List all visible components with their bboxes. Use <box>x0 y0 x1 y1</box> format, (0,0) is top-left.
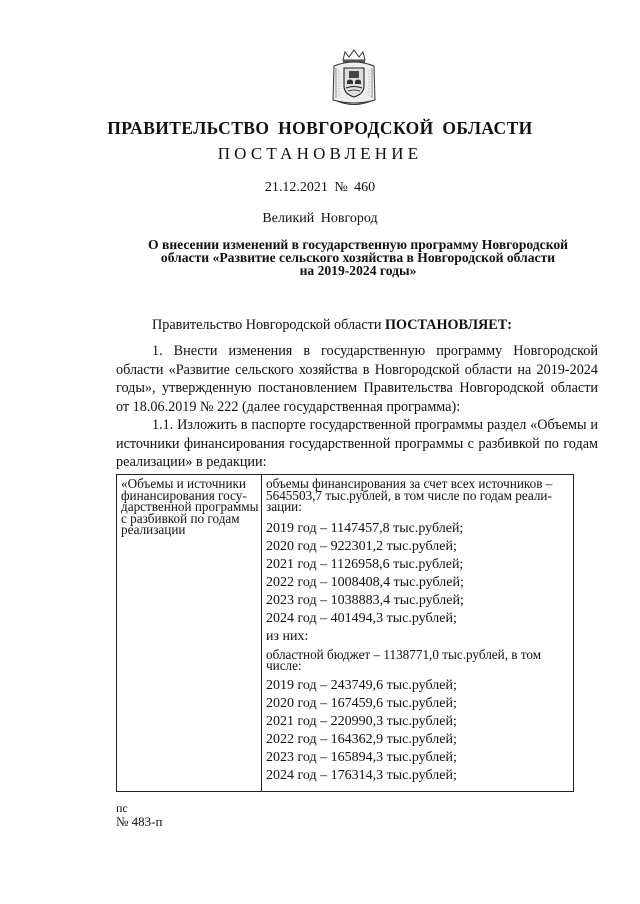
total-year-row: 2022 год – 1008408,4 тыс.рублей; <box>266 574 464 590</box>
document-subject <box>130 238 586 277</box>
regional-intro-line: областной бюджет – 1138771,0 тыс.рублей, в том <box>266 646 542 662</box>
coat-of-arms-icon <box>331 48 377 108</box>
regional-year-row: 2023 год – 165894,3 тыс.рублей; <box>266 749 457 765</box>
resolution-keyword: ПОСТАНОВЛЯЕТ: <box>384 317 512 333</box>
subject-line: О внесении изменений в государственную программу Новгородской <box>148 237 568 252</box>
resolution-text: Правительство Новгородской области <box>152 317 385 333</box>
footer-code: № 483-п <box>116 814 163 829</box>
intro-line: 5645503,7 тыс.рублей, в том числе по годам реали- <box>266 487 552 503</box>
item-1-paragraph <box>116 342 598 416</box>
intro-line: зации: <box>266 499 302 514</box>
total-financing-intro <box>266 478 570 513</box>
table-financing-details <box>266 478 570 785</box>
resolution-paragraph <box>116 316 598 335</box>
section-title-line: дарственной программы <box>121 499 259 514</box>
item-1-text: 1. Внести изменения в государственную программу Новгородской области «Развитие сельского хозяйства в Новгородской области на 2019-2024 годы», утвержденную постановлением Правительства Новгородской области от 18.06.2019 № 222 (далее государственная программа): <box>116 343 598 415</box>
footer-initials: пс <box>116 801 128 815</box>
document-city: Великий Новгород <box>262 211 378 226</box>
regional-year-row: 2020 год – 167459,6 тыс.рублей; <box>266 695 457 711</box>
total-year-row: 2023 год – 1038883,4 тыс.рублей; <box>266 592 464 608</box>
of-them-label: из них: <box>266 628 309 644</box>
total-year-row: 2021 год – 1126958,6 тыс.рублей; <box>266 556 464 572</box>
section-title-line: «Объемы и источники <box>121 476 246 491</box>
regional-year-row: 2021 год – 220990,3 тыс.рублей; <box>266 713 457 729</box>
document-footer <box>116 802 162 828</box>
regional-intro-line: числе: <box>266 658 302 673</box>
section-title-line: финансирования госу- <box>121 487 247 503</box>
regional-year-row: 2019 год – 243749,6 тыс.рублей; <box>266 677 457 693</box>
table-column-divider <box>261 475 262 791</box>
section-title-line: с разбивкой по годам <box>121 510 240 526</box>
government-title: ПРАВИТЕЛЬСТВО НОВГОРОДСКОЙ ОБЛАСТИ <box>107 118 533 138</box>
subject-line: на 2019-2024 годы» <box>299 263 417 278</box>
regional-year-row: 2022 год – 164362,9 тыс.рублей; <box>266 731 457 747</box>
financing-table <box>116 474 574 792</box>
intro-line: объемы финансирования за счет всех источников – <box>266 476 553 491</box>
regional-budget-intro <box>266 646 570 673</box>
table-section-title <box>121 478 259 536</box>
total-year-row: 2024 год – 401494,3 тыс.рублей; <box>266 610 457 626</box>
document-type: ПОСТАНОВЛЕНИЕ <box>217 144 423 163</box>
document-date-number: 21.12.2021 № 460 <box>264 180 376 195</box>
total-year-row: 2020 год – 922301,2 тыс.рублей; <box>266 538 457 554</box>
item-1-1-text: 1.1. Изложить в паспорте государственной программы раздел «Объемы и источники финансирования государственной программы с разбивкой по годам реализации» в редакции: <box>116 417 598 470</box>
item-1-1-paragraph <box>116 416 598 472</box>
section-title-line: реализации <box>121 522 186 537</box>
subject-line: области «Развитие сельского хозяйства в Новгородской области <box>160 250 556 265</box>
regional-year-row: 2024 год – 176314,3 тыс.рублей; <box>266 767 457 783</box>
total-year-row: 2019 год – 1147457,8 тыс.рублей; <box>266 520 464 536</box>
